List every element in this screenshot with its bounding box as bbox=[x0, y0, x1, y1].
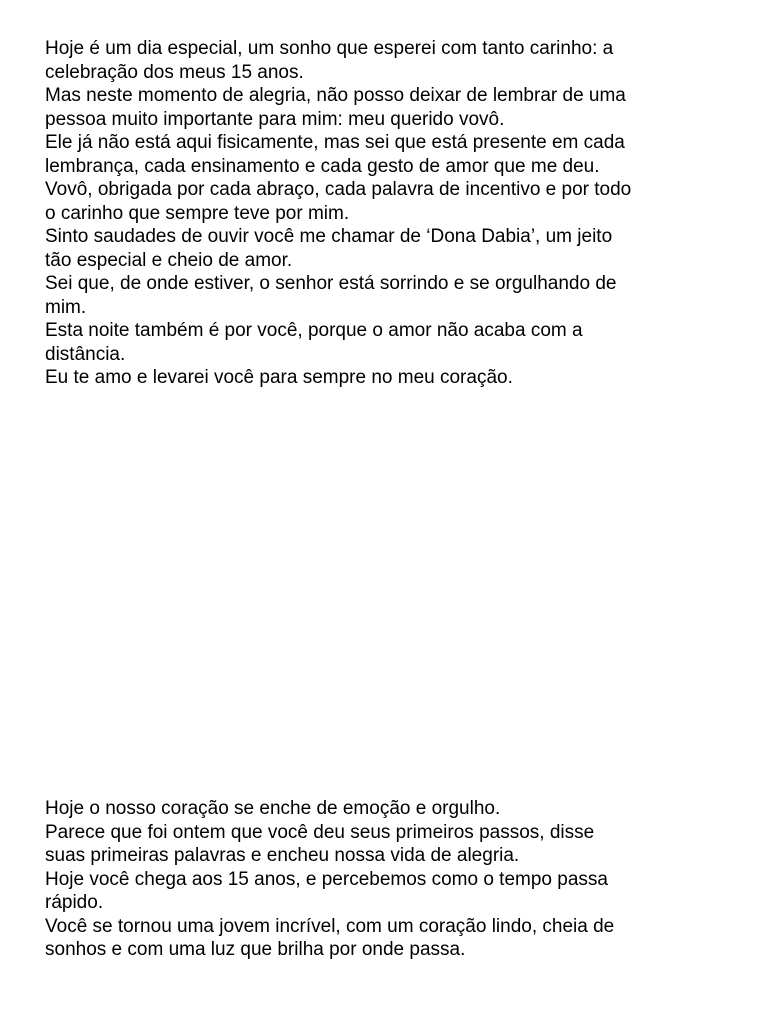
text-line: Mas neste momento de alegria, não posso deixar de lembrar de uma bbox=[45, 85, 626, 106]
text-line: Hoje é um dia especial, um sonho que esperei com tanto carinho: a bbox=[45, 38, 614, 59]
text-line: Parece que foi ontem que você deu seus primeiros passos, disse bbox=[45, 821, 595, 843]
text-line: mim. bbox=[45, 296, 87, 318]
text-line: Sinto saudades de ouvir você me chamar de ‘Dona Dabia’, um jeito bbox=[45, 226, 613, 247]
text-line: lembrança, cada ensinamento e cada gesto de amor que me deu. bbox=[45, 155, 600, 177]
text-line: Você se tornou uma jovem incrível, com um coração lindo, cheia de bbox=[45, 915, 615, 937]
text-line: pessoa muito importante para mim: meu querido vovô. bbox=[45, 108, 505, 130]
message-parents bbox=[45, 797, 745, 962]
text-line: Hoje o nosso coração se enche de emoção e orgulho. bbox=[45, 798, 501, 819]
text-line: Ele já não está aqui fisicamente, mas sei que está presente em cada bbox=[45, 132, 625, 153]
text-line: Vovô, obrigada por cada abraço, cada palavra de incentivo e por todo bbox=[45, 179, 632, 200]
text-line: tão especial e cheio de amor. bbox=[45, 249, 293, 271]
text-line: Eu te amo e levarei você para sempre no meu coração. bbox=[45, 367, 513, 388]
text-line: Hoje você chega aos 15 anos, e percebemos como o tempo passa bbox=[45, 868, 608, 890]
text-line: Esta noite também é por você, porque o amor não acaba com a bbox=[45, 320, 583, 341]
text-line: distância. bbox=[45, 343, 126, 365]
text-line: celebração dos meus 15 anos. bbox=[45, 61, 304, 83]
text-line: suas primeiras palavras e encheu nossa vida de alegria. bbox=[45, 845, 520, 866]
text-line: Sei que, de onde estiver, o senhor está sorrindo e se orgulhando de bbox=[45, 273, 617, 294]
text-line: o carinho que sempre teve por mim. bbox=[45, 202, 350, 224]
text-line: rápido. bbox=[45, 892, 104, 913]
text-line: sonhos e com uma luz que brilha por onde passa. bbox=[45, 939, 466, 960]
message-grandfather bbox=[45, 37, 745, 390]
